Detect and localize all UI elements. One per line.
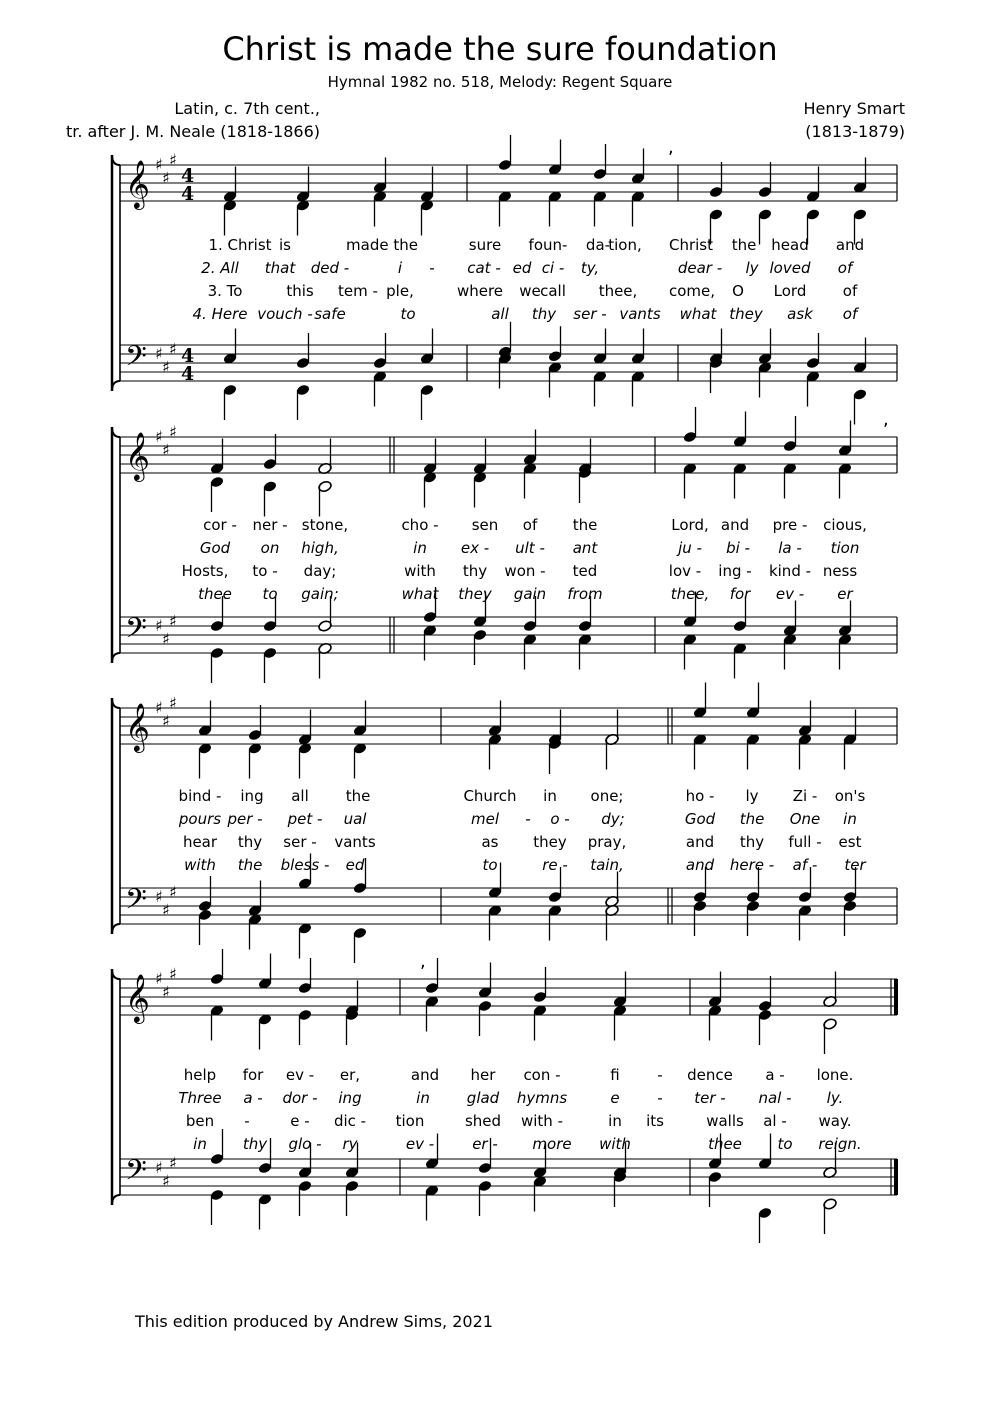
sharp-sign: ♯ <box>155 698 163 717</box>
lyric-syllable: in <box>193 1135 207 1153</box>
lyric-syllable: in <box>608 1112 622 1130</box>
lyric-syllable: loved <box>769 259 811 277</box>
lyric-syllable: thee <box>708 1135 742 1153</box>
sharp-sign: ♯ <box>162 168 170 188</box>
lyric-syllable: - <box>429 259 435 277</box>
sharp-sign: ♯ <box>162 711 170 731</box>
lyric-syllable: ex - <box>460 539 490 557</box>
bass-clef: 𝄢 <box>125 883 147 923</box>
lyric-syllable: high, <box>301 539 339 557</box>
lyric-syllable: ing - <box>718 562 752 580</box>
lyric-syllable: Lord, <box>671 516 709 534</box>
lyric-syllable: on <box>260 539 280 557</box>
lyric-syllable: what <box>679 305 717 323</box>
lyric-syllable: ant <box>572 539 598 557</box>
lyric-syllable: kind - <box>768 562 812 580</box>
lyric-syllable: they <box>533 833 567 851</box>
lyric-syllable: ded - <box>310 259 350 277</box>
lyric-syllable: with <box>599 1135 631 1153</box>
lyric-syllable: per - <box>227 810 263 828</box>
lyric-syllable: with - <box>520 1112 564 1130</box>
lyric-syllable: O <box>732 282 744 300</box>
sharp-sign: ♯ <box>155 427 163 446</box>
lyric-syllable: bind - <box>178 787 222 805</box>
lyric-syllable: thy <box>242 1135 268 1153</box>
lyric-syllable: the <box>739 810 765 828</box>
lyric-syllable: la - <box>778 539 802 557</box>
lyric-syllable: sen <box>471 516 499 534</box>
time-signature-bottom: 4 <box>181 363 195 385</box>
lyric-syllable: ju - <box>678 539 702 557</box>
lyric-syllable: day; <box>303 562 337 580</box>
lyric-syllable: 3. To <box>207 282 243 300</box>
lyric-syllable: safe <box>314 305 346 323</box>
lyric-syllable: da- <box>585 236 611 254</box>
lyric-syllable: this <box>286 282 314 300</box>
lyric-syllable: cor - <box>203 516 237 534</box>
lyric-syllable: reign. <box>818 1135 862 1153</box>
lyric-syllable: 1. Christ <box>208 236 272 254</box>
lyric-syllable: er <box>837 585 853 603</box>
lyric-syllable: Zi - <box>792 787 818 805</box>
lyric-syllable: nal - <box>758 1089 792 1107</box>
lyric-syllable: er - <box>472 1135 498 1153</box>
lyric-syllable: ual <box>343 810 367 828</box>
sharp-sign: ♯ <box>155 969 163 988</box>
lyric-syllable: that <box>264 259 296 277</box>
lyric-syllable: hymns <box>516 1089 568 1107</box>
lyric-syllable: thy <box>531 305 557 323</box>
lyric-syllable: pray, <box>587 833 627 851</box>
lyric-syllable: in <box>543 787 557 805</box>
lyric-syllable: re - <box>542 856 568 874</box>
lyric-syllable: all <box>291 787 309 805</box>
lyric-syllable: made the <box>346 236 418 254</box>
lyric-syllable: of <box>842 305 858 323</box>
lyric-syllable: they <box>729 305 763 323</box>
bass-clef: 𝄢 <box>125 1154 147 1194</box>
lyric-syllable: and <box>720 516 750 534</box>
lyric-syllable: shed <box>464 1112 502 1130</box>
lyric-syllable: God <box>199 539 231 557</box>
lyric-syllable: call <box>540 282 566 300</box>
lyric-syllable: tain, <box>590 856 624 874</box>
lyric-syllable: e <box>610 1089 620 1107</box>
lyric-syllable: and <box>685 833 715 851</box>
lyric-syllable: ness <box>822 562 858 580</box>
lyric-syllable: and <box>835 236 865 254</box>
lyric-syllable: come, <box>668 282 716 300</box>
lyric-syllable: sure <box>468 236 502 254</box>
lyric-syllable: bi - <box>726 539 750 557</box>
lyric-syllable: af - <box>792 856 818 874</box>
lyric-syllable: dy; <box>601 810 625 828</box>
lyric-syllable: to <box>400 305 416 323</box>
lyric-syllable: of <box>842 282 858 300</box>
lyric-syllable: fi <box>610 1066 620 1084</box>
lyric-syllable: ing <box>338 1089 362 1107</box>
lyric-syllable: ner - <box>252 516 288 534</box>
lyric-syllable: for <box>242 1066 264 1084</box>
text-attribution-line2: tr. after J. M. Neale (1818-1866) <box>65 122 320 141</box>
sharp-sign: ♯ <box>155 344 163 363</box>
sharp-sign: ♯ <box>162 982 170 1002</box>
lyric-syllable: one; <box>590 787 624 805</box>
lyric-syllable: ted <box>572 562 598 580</box>
lyric-syllable: cat - <box>467 259 501 277</box>
lyric-syllable: in <box>413 539 427 557</box>
lyric-syllable: to <box>777 1135 793 1153</box>
lyric-syllable: tem - <box>338 282 378 300</box>
lyric-syllable: con - <box>523 1066 561 1084</box>
lyric-syllable: ci - <box>541 259 565 277</box>
lyric-syllable: and <box>685 856 715 874</box>
lyric-syllable: thy <box>739 833 765 851</box>
lyric-syllable: ter - <box>694 1089 726 1107</box>
treble-clef: 𝄞 <box>125 159 150 208</box>
sharp-sign: ♯ <box>155 1158 163 1177</box>
lyric-syllable: lov - <box>668 562 702 580</box>
lyric-syllable: cious, <box>823 516 867 534</box>
lyric-syllable: - <box>525 810 531 828</box>
lyric-syllable: - <box>657 1066 663 1084</box>
lyric-syllable: hear <box>182 833 218 851</box>
sharp-sign: ♯ <box>169 882 177 902</box>
lyric-syllable: on's <box>834 787 866 805</box>
lyric-syllable: est <box>838 833 862 851</box>
lyric-syllable: pet - <box>287 810 323 828</box>
bass-clef: 𝄢 <box>125 612 147 652</box>
hymn-subtitle: Hymnal 1982 no. 518, Melody: Regent Square <box>327 73 673 91</box>
lyric-syllable: of <box>837 259 853 277</box>
lyric-syllable: where <box>456 282 504 300</box>
lyric-syllable: her <box>470 1066 496 1084</box>
lyric-syllable: more <box>532 1135 572 1153</box>
lyric-syllable: ev - <box>405 1135 435 1153</box>
lyric-syllable: ser - <box>573 305 607 323</box>
bass-clef: 𝄢 <box>125 340 147 380</box>
lyric-syllable: tion <box>395 1112 425 1130</box>
lyric-syllable: the <box>572 516 598 534</box>
lyric-syllable: way. <box>818 1112 852 1130</box>
sharp-sign: ♯ <box>169 693 177 713</box>
lyric-syllable: mel <box>470 810 500 828</box>
lyric-syllable: dence <box>687 1066 733 1084</box>
lyric-syllable: help <box>183 1066 217 1084</box>
lyric-syllable: to - <box>252 562 278 580</box>
lyric-syllable: ed <box>345 856 365 874</box>
lyric-syllable: with <box>404 562 436 580</box>
lyric-syllable: tion <box>830 539 860 557</box>
lyric-syllable: gain; <box>301 585 339 603</box>
lyric-syllable: ly <box>745 259 759 277</box>
lyric-syllable: dic - <box>333 1112 367 1130</box>
lyric-syllable: thee <box>198 585 232 603</box>
sharp-sign: ♯ <box>162 440 170 460</box>
lyric-syllable: to <box>482 856 498 874</box>
lyric-syllable: we <box>519 282 541 300</box>
edition-credit: This edition produced by Andrew Sims, 2021 <box>135 1312 493 1331</box>
sharp-sign: ♯ <box>169 339 177 359</box>
lyric-syllable: ly <box>745 787 759 805</box>
lyric-syllable: gain <box>513 585 547 603</box>
lyric-syllable: full - <box>788 833 822 851</box>
sharp-sign: ♯ <box>169 150 177 170</box>
lyric-syllable: all <box>491 305 509 323</box>
lyric-syllable: God <box>684 810 716 828</box>
lyric-syllable: cho - <box>401 516 439 534</box>
lyric-syllable: ple, <box>386 282 414 300</box>
lyric-syllable: and <box>410 1066 440 1084</box>
lyric-syllable: e - <box>290 1112 310 1130</box>
lyric-syllable: ben <box>185 1112 215 1130</box>
lyric-syllable: ed <box>512 259 532 277</box>
lyric-syllable: glo - <box>288 1135 322 1153</box>
lyric-syllable: with <box>184 856 216 874</box>
lyric-syllable: ry <box>342 1135 358 1153</box>
hymn-title: Christ is made the sure foundation <box>222 30 778 68</box>
lyric-syllable: head <box>771 236 809 254</box>
sharp-sign: ♯ <box>169 611 177 631</box>
lyric-syllable: from <box>567 585 603 603</box>
sharp-sign: ♯ <box>162 629 170 649</box>
lyric-syllable: foun- <box>528 236 568 254</box>
sharp-sign: ♯ <box>155 155 163 174</box>
lyric-syllable: walls <box>706 1112 744 1130</box>
music-attribution-line2: (1813-1879) <box>805 122 905 141</box>
lyric-syllable: in <box>843 810 857 828</box>
lyric-syllable: vouch - <box>257 305 313 323</box>
lyric-syllable: thy <box>462 562 488 580</box>
time-signature-top: 4 <box>181 165 195 187</box>
lyric-syllable: Lord <box>773 282 807 300</box>
lyric-syllable: dear - <box>677 259 723 277</box>
lyric-syllable: thee, <box>670 585 710 603</box>
lyric-syllable: the <box>237 856 263 874</box>
treble-clef: 𝄞 <box>125 973 150 1022</box>
time-signature-top: 4 <box>181 345 195 367</box>
lyric-syllable: dor - <box>282 1089 318 1107</box>
sharp-sign: ♯ <box>162 1171 170 1191</box>
lyric-syllable: Christ <box>668 236 714 254</box>
sharp-sign: ♯ <box>162 357 170 377</box>
lyric-syllable: glad <box>466 1089 500 1107</box>
lyric-syllable: tion, <box>608 236 642 254</box>
lyric-syllable: ev - <box>775 585 805 603</box>
lyric-syllable: as <box>481 833 499 851</box>
lyric-syllable: lone. <box>816 1066 854 1084</box>
sharp-sign: ♯ <box>169 964 177 984</box>
sharp-sign: ♯ <box>169 1153 177 1173</box>
lyric-syllable: in <box>416 1089 430 1107</box>
lyric-syllable: the <box>345 787 371 805</box>
lyric-syllable: pre - <box>772 516 808 534</box>
lyric-syllable: a - <box>243 1089 263 1107</box>
lyric-syllable: ask <box>787 305 813 323</box>
lyric-syllable: ty, <box>580 259 600 277</box>
lyric-syllable: for <box>729 585 751 603</box>
lyric-syllable: thee, <box>598 282 638 300</box>
lyric-syllable: bless - <box>280 856 330 874</box>
music-attribution-line1: Henry Smart <box>803 99 905 118</box>
lyric-syllable: Three <box>178 1089 222 1107</box>
lyric-syllable: ter <box>844 856 866 874</box>
lyric-syllable: ult - <box>515 539 545 557</box>
lyric-syllable: er, <box>339 1066 361 1084</box>
time-signature-bottom: 4 <box>181 183 195 205</box>
treble-clef: 𝄞 <box>125 702 150 751</box>
lyric-syllable: its <box>646 1112 664 1130</box>
lyric-syllable: ing <box>240 787 264 805</box>
lyric-syllable: here - <box>729 856 775 874</box>
lyric-syllable: thy <box>237 833 263 851</box>
lyric-syllable: ho - <box>685 787 715 805</box>
text-attribution-line1: Latin, c. 7th cent., <box>174 99 320 118</box>
lyric-syllable: of <box>522 516 538 534</box>
lyric-syllable: they <box>458 585 492 603</box>
lyric-syllable: 2. All <box>201 259 239 277</box>
lyric-syllable: One <box>789 810 821 828</box>
sharp-sign: ♯ <box>155 616 163 635</box>
sharp-sign: ♯ <box>155 887 163 906</box>
lyric-syllable: vants <box>619 305 661 323</box>
breath-mark: , <box>420 951 426 972</box>
lyric-syllable: a - <box>765 1066 785 1084</box>
lyric-syllable: to <box>262 585 278 603</box>
lyric-syllable: vants <box>334 833 376 851</box>
sharp-sign: ♯ <box>169 422 177 442</box>
lyric-syllable: Hosts, <box>181 562 229 580</box>
lyric-syllable: o - <box>550 810 570 828</box>
lyric-syllable: i <box>397 259 403 277</box>
lyric-syllable: won - <box>504 562 546 580</box>
lyric-syllable: the <box>731 236 757 254</box>
lyric-syllable: 4. Here <box>192 305 248 323</box>
lyric-syllable: is <box>279 236 291 254</box>
lyric-syllable: - <box>244 1112 250 1130</box>
lyric-syllable: al - <box>763 1112 787 1130</box>
treble-clef: 𝄞 <box>125 431 150 480</box>
lyric-syllable: ser - <box>283 833 317 851</box>
lyric-syllable: Church <box>463 787 517 805</box>
breath-mark: , <box>668 137 674 158</box>
lyric-syllable: stone, <box>301 516 349 534</box>
lyric-syllable: - <box>657 1089 663 1107</box>
lyric-syllable: pours <box>178 810 222 828</box>
breath-mark: , <box>883 409 889 430</box>
sharp-sign: ♯ <box>162 900 170 920</box>
lyric-syllable: what <box>401 585 439 603</box>
lyric-syllable: ly. <box>826 1089 844 1107</box>
lyric-syllable: ev - <box>285 1066 315 1084</box>
